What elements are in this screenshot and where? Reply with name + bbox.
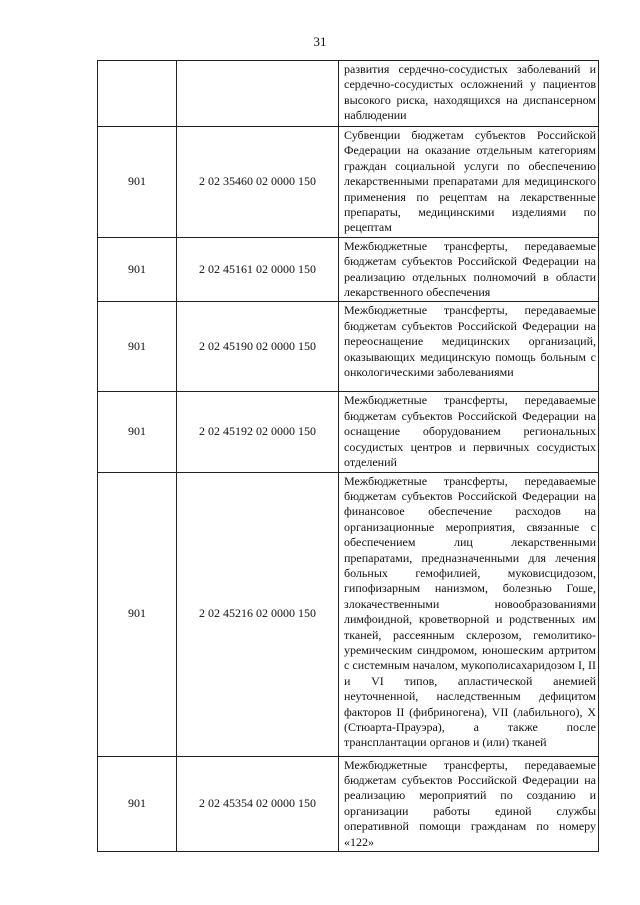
budget-code-cell: 2 02 45192 02 0000 150	[177, 392, 339, 472]
description-cell	[339, 302, 599, 392]
budget-code-cell: 2 02 35460 02 0000 150	[177, 127, 339, 238]
admin-code-cell: 901	[98, 756, 177, 851]
table-row	[98, 61, 599, 127]
admin-code-cell: 901	[98, 472, 177, 756]
description-text: развития сердечно-сосудистых заболеваний и сердечно-сосудистых осложнений у пациентов высокого риска, находящихся на диспансерном наблюдении	[344, 62, 596, 123]
description-text: Межбюджетные трансферты, передаваемые бюджетам субъектов Российской Федерации на реализацию мероприятий по созданию и организации работы единой службы оперативной помощи гражданам по номеру «122»	[344, 757, 596, 849]
description-cell	[339, 472, 599, 756]
description-text: Межбюджетные трансферты, передаваемые бюджетам субъектов Российской Федерации на финансовое обеспечение расходов на организационные мероприятия, связанные с обеспечением лиц лекарственными препаратами, предназначенными для лечения больных гемофилией, муковисцидозом, гипофизарным нанизмом, болезнью Гоше, злокачественными новообразованиями лимфоидной, кроветворной и родственных им тканей, рассеянным склерозом, гемолитико-уремическим синдромом, юношеским артритом с системным началом, мукополисахаридозом I, II и VI типов, апластической анемией неуточненной, наследственным дефицитом факторов II (фибриногена), VII (лабильного), X (Стюарта-Прауэра), а также после трансплантации органов и (или) тканей	[344, 473, 596, 750]
budget-code-cell: 2 02 45190 02 0000 150	[177, 302, 339, 392]
description-text: Межбюджетные трансферты, передаваемые бюджетам субъектов Российской Федерации на переоснащение медицинских организаций, оказывающих медицинскую помощь больным с онкологическими заболеваниями	[344, 303, 596, 380]
description-cell	[339, 61, 599, 127]
description-cell	[339, 237, 599, 302]
budget-code-cell: 2 02 45216 02 0000 150	[177, 472, 339, 756]
description-cell	[339, 127, 599, 238]
description-cell	[339, 392, 599, 472]
budget-code-cell: 2 02 45161 02 0000 150	[177, 237, 339, 302]
page-number: 31	[313, 34, 327, 49]
admin-code-cell: 901	[98, 392, 177, 472]
description-text: Межбюджетные трансферты, передаваемые бюджетам субъектов Российской Федерации на оснащение оборудованием региональных сосудистых центров и первичных сосудистых отделений	[344, 393, 596, 470]
budget-revenue-table	[97, 60, 599, 852]
table-row	[98, 392, 599, 472]
table-row	[98, 756, 599, 851]
description-text: Субвенции бюджетам субъектов Российской Федерации на оказание отдельным категориям граждан социальной услуги по обеспечению лекарственными препаратами для медицинского применения по рецептам на лекарственные препараты, медицинскими изделиями по рецептам	[344, 128, 596, 235]
admin-code-cell: 901	[98, 127, 177, 238]
budget-code-cell	[177, 61, 339, 127]
admin-code-cell: 901	[98, 302, 177, 392]
table-row	[98, 472, 599, 756]
table-row	[98, 302, 599, 392]
budget-code-cell: 2 02 45354 02 0000 150	[177, 756, 339, 851]
admin-code-cell	[98, 61, 177, 127]
description-text: Межбюджетные трансферты, передаваемые бюджетам субъектов Российской Федерации на реализацию отдельных полномочий в области лекарственного обеспечения	[344, 238, 596, 300]
description-cell	[339, 756, 599, 851]
table-row	[98, 237, 599, 302]
table-row	[98, 127, 599, 238]
admin-code-cell: 901	[98, 237, 177, 302]
